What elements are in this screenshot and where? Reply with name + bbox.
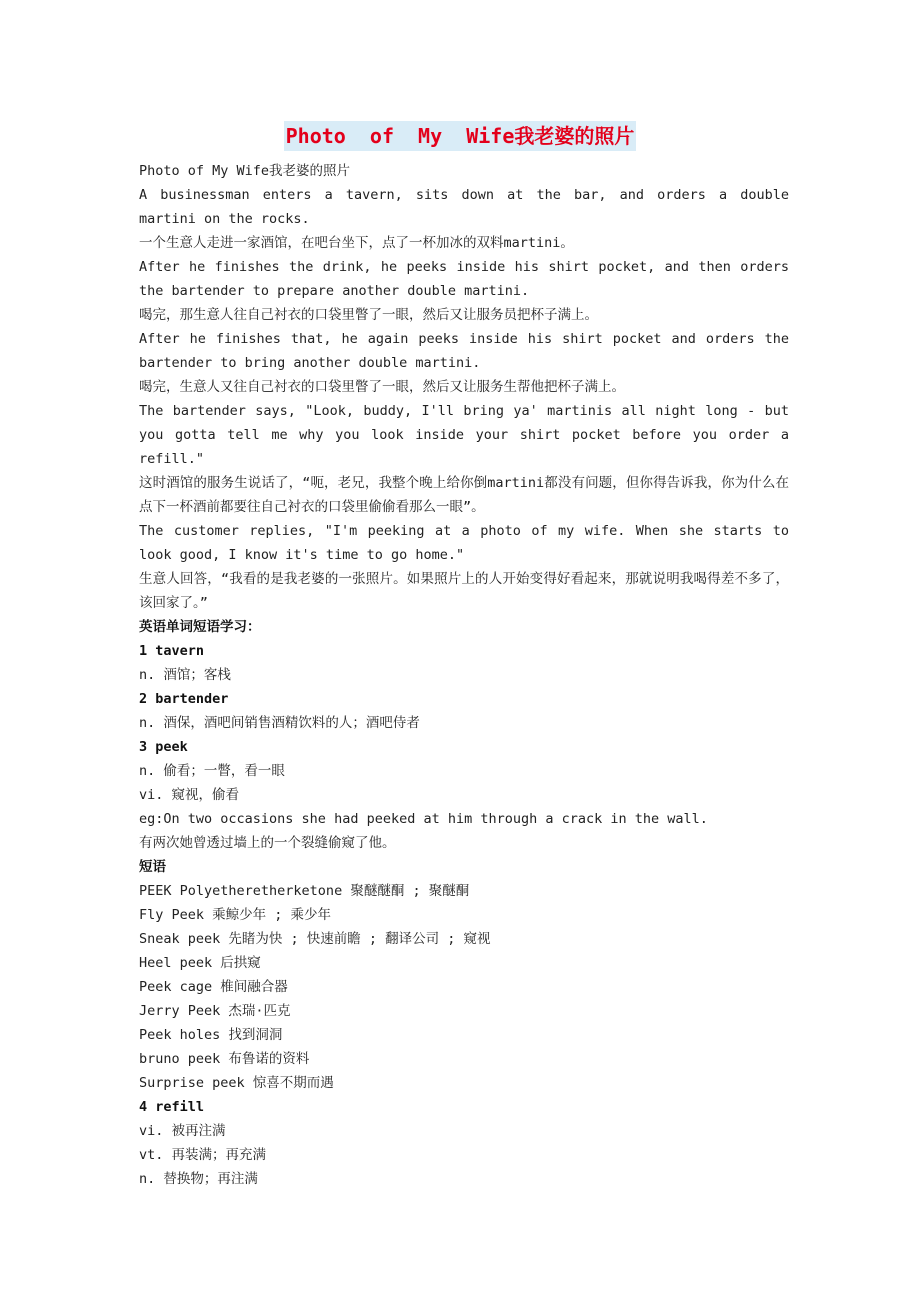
- vocab-example-en: eg:On two occasions she had peeked at him through a crack in the wall.: [139, 811, 708, 827]
- vocab-def: vt. 再装满；再充满: [139, 1147, 267, 1163]
- story-paragraph-zh-1: 一个生意人走进一家酒馆，在吧台坐下，点了一杯加冰的双料martini。: [139, 235, 574, 251]
- vocab-heading: 英语单词短语学习：: [139, 619, 261, 635]
- vocab-def: n. 酒馆；客栈: [139, 667, 231, 683]
- phrase-item: Surprise peek 惊喜不期而遇: [139, 1075, 334, 1091]
- story-paragraph-en-4: The bartender says, "Look, buddy, I'll bring ya' martinis all night long - but you gotta tell me why you look inside your shirt pocket before you order a refill.": [139, 403, 789, 467]
- vocab-term-bartender: 2 bartender: [139, 691, 229, 707]
- story-heading: Photo of My Wife我老婆的照片: [139, 163, 351, 179]
- phrase-item: Sneak peek 先睹为快 ; 快速前瞻 ; 翻译公司 ; 窥视: [139, 931, 491, 947]
- vocab-term-peek: 3 peek: [139, 739, 188, 755]
- story-paragraph-zh-4: 这时酒馆的服务生说话了，“呃，老兄，我整个晚上给你倒martini都没有问题，但你得告诉我，你为什么在点下一杯酒前都要往自己衬衣的口袋里偷偷看那么一眼”。: [139, 475, 789, 515]
- phrase-item: Peek cage 椎间融合器: [139, 979, 288, 995]
- phrase-item: Fly Peek 乘鲸少年 ; 乘少年: [139, 907, 332, 923]
- vocab-def: n. 酒保，酒吧间销售酒精饮料的人；酒吧侍者: [139, 715, 420, 731]
- vocab-def: vi. 被再注满: [139, 1123, 226, 1139]
- vocab-term-refill: 4 refill: [139, 1099, 205, 1115]
- vocab-term-tavern: 1 tavern: [139, 643, 205, 659]
- story-paragraph-zh-3: 喝完，生意人又往自己衬衣的口袋里瞥了一眼，然后又让服务生帮他把杯子满上。: [139, 379, 625, 395]
- phrases-heading: 短语: [139, 859, 166, 875]
- vocab-def: n. 替换物；再注满: [139, 1171, 258, 1187]
- vocab-def: n. 偷看；一瞥，看一眼: [139, 763, 285, 779]
- phrase-item: Heel peek 后拱窥: [139, 955, 261, 971]
- story-paragraph-zh-2: 喝完，那生意人往自己衬衣的口袋里瞥了一眼，然后又让服务员把杯子满上。: [139, 307, 598, 323]
- title-area: [0, 121, 920, 151]
- page-title: Photo of My Wife我老婆的照片: [284, 121, 637, 151]
- story-paragraph-en-3: After he finishes that, he again peeks inside his shirt pocket and orders the bartender to bring another double martini.: [139, 331, 789, 371]
- phrase-item: PEEK Polyetheretherketone 聚醚醚酮 ; 聚醚酮: [139, 883, 470, 899]
- story-paragraph-en-2: After he finishes the drink, he peeks inside his shirt pocket, and then orders the bartender to prepare another double martini.: [139, 259, 789, 299]
- phrase-item: Jerry Peek 杰瑞·匹克: [139, 1003, 291, 1019]
- phrase-item: Peek holes 找到洞洞: [139, 1027, 283, 1043]
- vocab-example-zh: 有两次她曾透过墙上的一个裂缝偷窥了他。: [139, 835, 396, 851]
- story-paragraph-en-5: The customer replies, "I'm peeking at a photo of my wife. When she starts to look good, I know it's time to go home.": [139, 523, 789, 563]
- phrase-item: bruno peek 布鲁诺的资料: [139, 1051, 310, 1067]
- vocab-def: vi. 窥视，偷看: [139, 787, 240, 803]
- story-paragraph-zh-5: 生意人回答，“我看的是我老婆的一张照片。如果照片上的人开始变得好看起来，那就说明我喝得差不多了，该回家了。”: [139, 571, 789, 611]
- document-body: [139, 159, 789, 1191]
- story-paragraph-en-1: A businessman enters a tavern, sits down at the bar, and orders a double martini on the rocks.: [139, 187, 789, 227]
